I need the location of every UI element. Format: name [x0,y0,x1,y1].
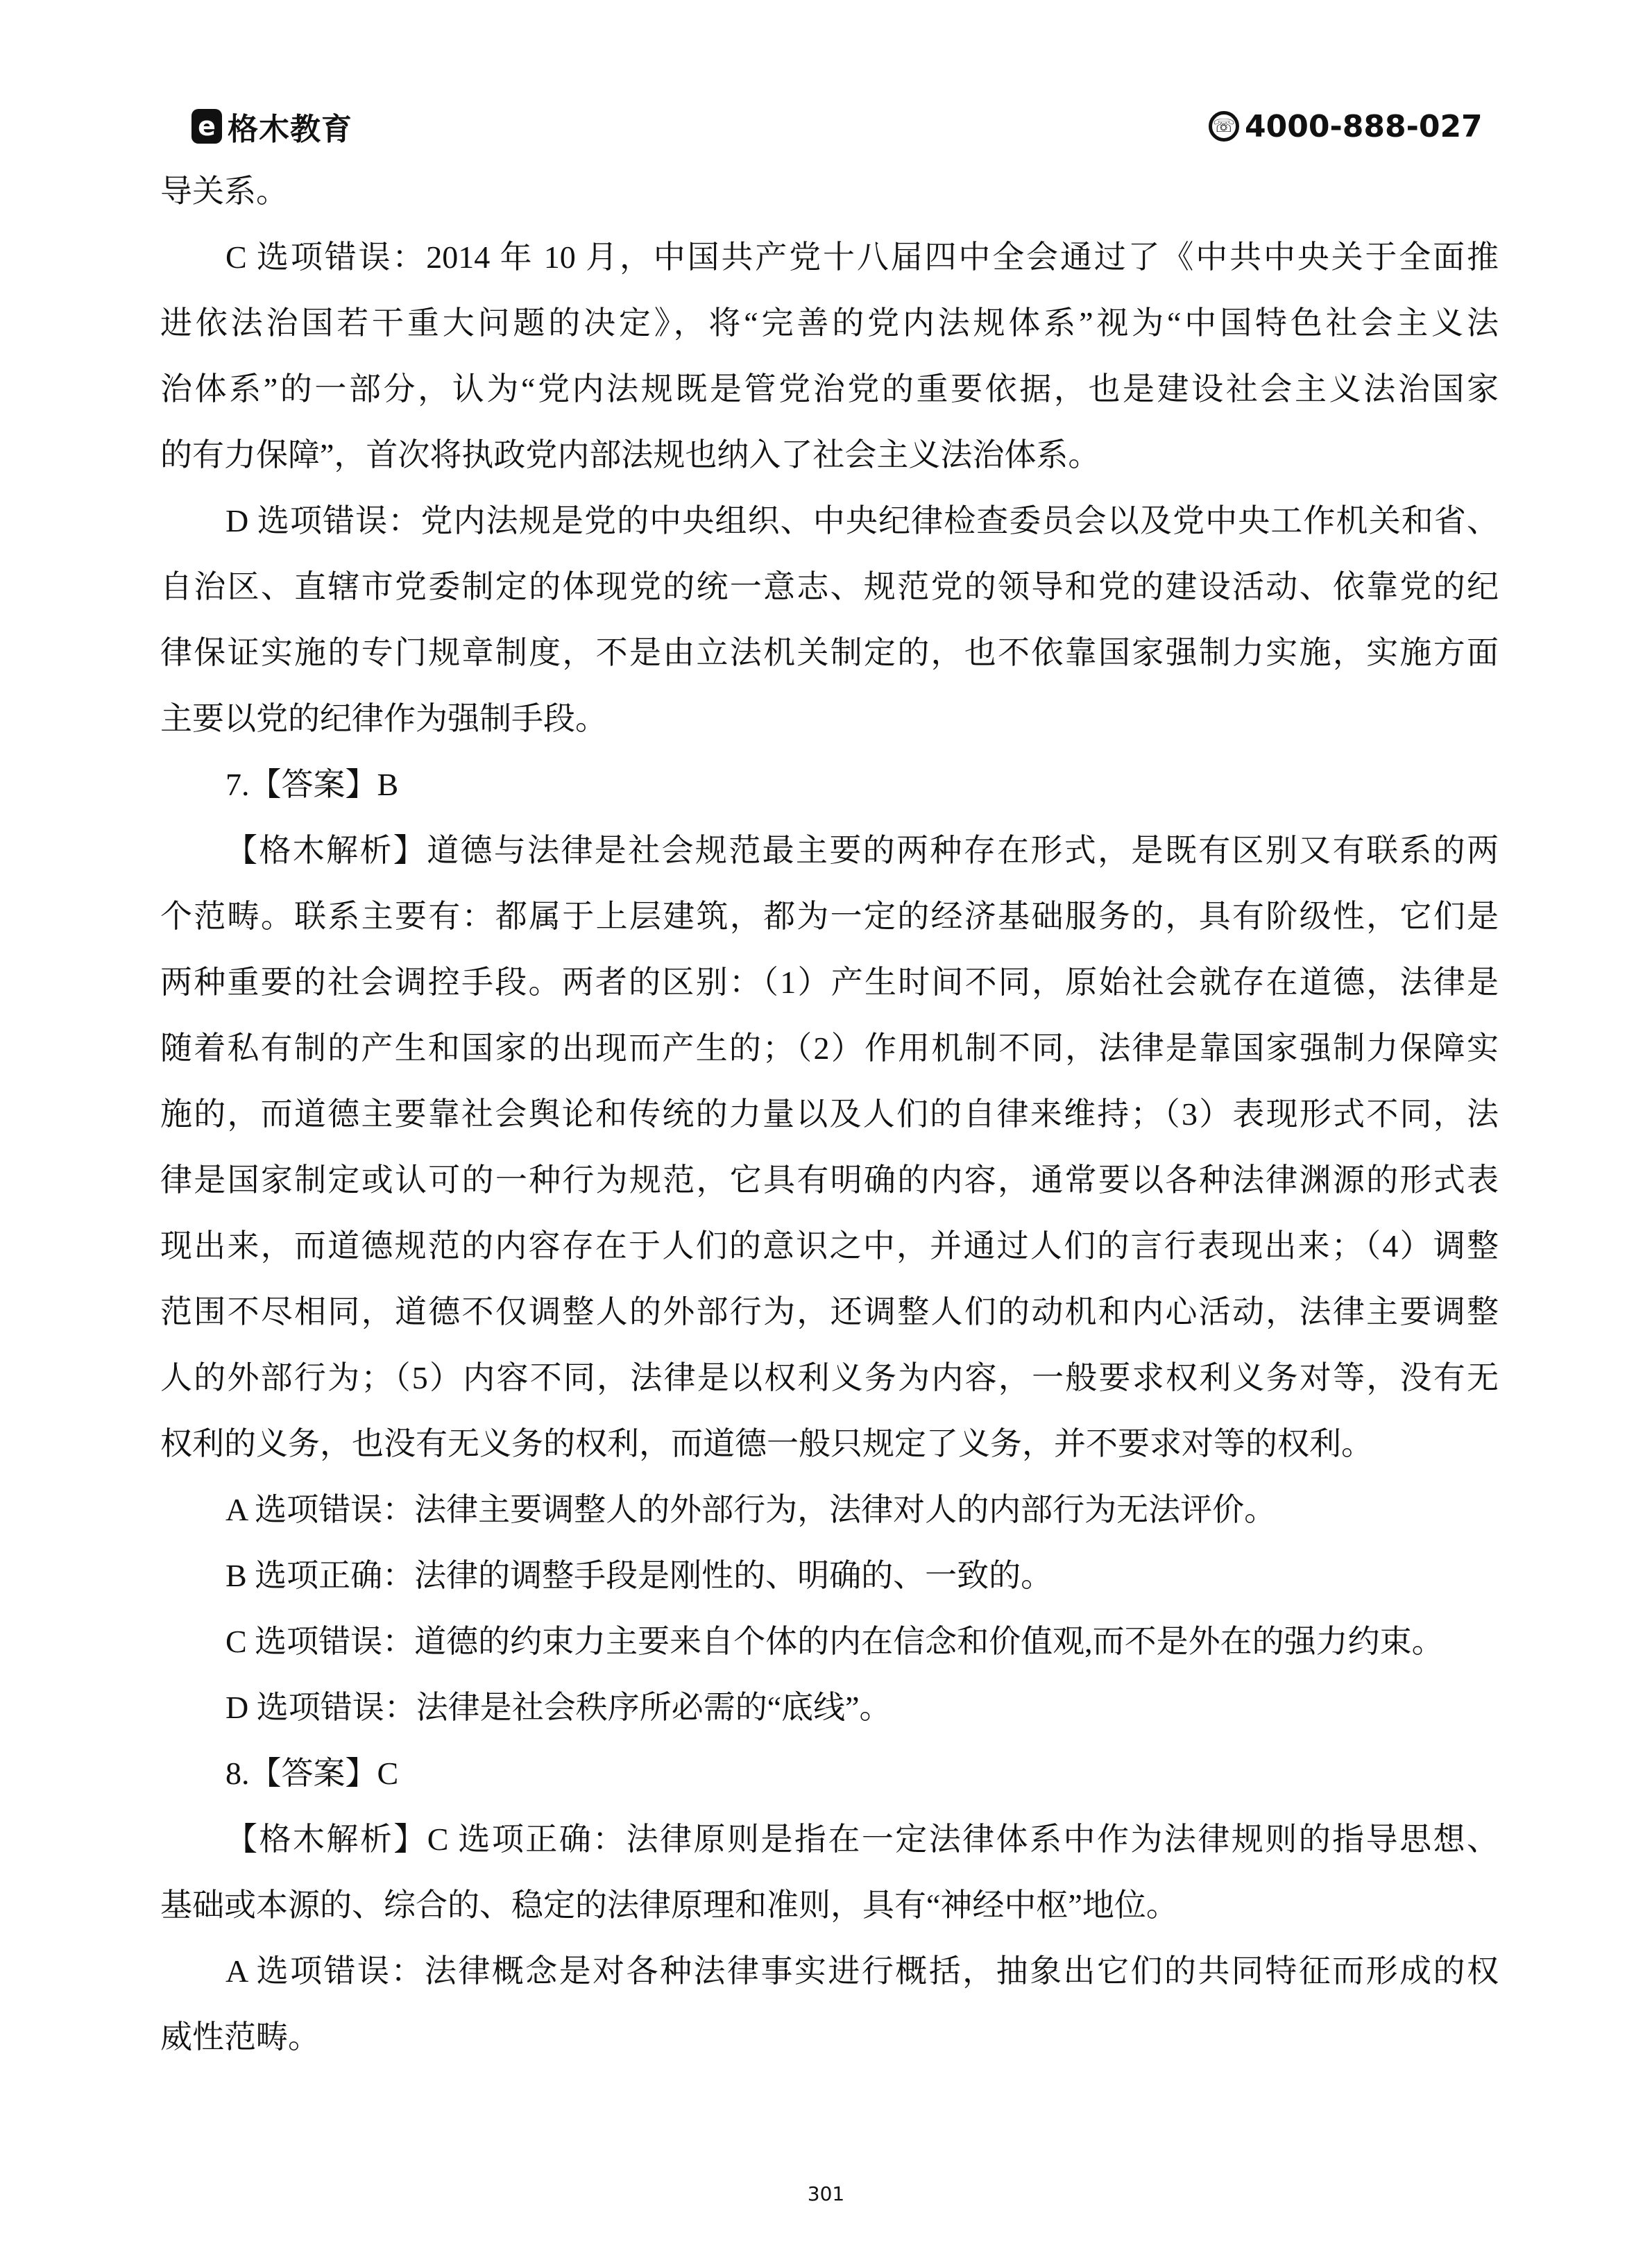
text-line: 【格木解析】道德与法律是社会规范最主要的两种存在形式，是既有区别又有联系的两 [225,833,1499,868]
text-line: 主要以党的纪律作为强制手段。 [160,701,607,736]
text-line: 人的外部行为；（5）内容不同，法律是以权利义务为内容，一般要求权利义务对等，没有无 [160,1360,1499,1395]
text-line: 律保证实施的专门规章制度，不是由立法机关制定的，也不依靠国家强制力实施，实施方面 [160,635,1499,670]
text-line: D 选项错误：法律是社会秩序所必需的“底线”。 [225,1690,892,1725]
text-line: 基础或本源的、综合的、稳定的法律原理和准则，具有“神经中枢”地位。 [160,1887,1178,1923]
text-line: 导关系。 [160,173,288,209]
hotline-number: 4000-888-027 [1245,108,1483,144]
brand-logo [191,105,352,147]
text-line: 施的，而道德主要靠社会舆论和传统的力量以及人们的自律来维持；（3）表现形式不同，法 [160,1096,1499,1132]
logo-e-icon: e [191,109,222,144]
paragraph [160,488,1499,751]
text-line: 两种重要的社会调控手段。两者的区别：（1）产生时间不同，原始社会就存在道德，法律是 [160,965,1499,1000]
text-line: 治体系”的一部分，认为“党内法规既是管党治党的重要依据，也是建设社会主义法治国家 [160,371,1499,407]
text-line: 范围不尽相同，道德不仅调整人的外部行为，还调整人们的动机和内心活动，法律主要调整 [160,1294,1499,1330]
paragraph [160,1477,1499,1543]
paragraph [160,1674,1499,1740]
text-line: B 选项正确：法律的调整手段是刚性的、明确的、一致的。 [225,1558,1053,1593]
text-line: 威性范畴。 [160,2019,320,2055]
paragraph [160,1543,1499,1608]
paragraph [160,158,1499,224]
paragraph [160,817,1499,1477]
hotline [1209,105,1483,147]
paragraph [160,1938,1499,2070]
text-line: C 选项错误：2014 年 10 月，中国共产党十八届四中全会通过了《中共中央关于全面推 [225,239,1499,275]
text-line: 8.【答案】C [225,1756,399,1791]
text-line: 权利的义务，也没有无义务的权利，而道德一般只规定了义务，并不要求对等的权利。 [160,1426,1373,1461]
paragraph [160,751,1499,817]
page-number: 301 [807,2182,845,2205]
brand-name: 格木教育 [228,112,352,147]
text-line: D 选项错误：党内法规是党的中央组织、中央纪律检查委员会以及党中央工作机关和省、 [225,503,1499,538]
text-line: 随着私有制的产生和国家的出现而产生的；（2）作用机制不同，法律是靠国家强制力保障实 [160,1030,1499,1066]
text-line: 律是国家制定或认可的一种行为规范，它具有明确的内容，通常要以各种法律渊源的形式表 [160,1162,1499,1198]
paragraph [160,1608,1499,1674]
document-body [160,158,1499,2070]
paragraph [160,224,1499,488]
text-line: A 选项错误：法律概念是对各种法律事实进行概括，抽象出它们的共同特征而形成的权 [225,1953,1499,1989]
text-line: 【格木解析】C 选项正确：法律原则是指在一定法律体系中作为法律规则的指导思想、 [225,1821,1499,1857]
paragraph [160,1806,1499,1938]
text-line: 现出来，而道德规范的内容存在于人们的意识之中，并通过人们的言行表现出来；（4）调整 [160,1228,1499,1264]
phone-icon: ☏ [1209,111,1239,142]
text-line: 的有力保障”，首次将执政党内部法规也纳入了社会主义法治体系。 [160,437,1100,473]
paragraph [160,1740,1499,1806]
text-line: C 选项错误：道德的约束力主要来自个体的内在信念和价值观,而不是外在的强力约束。 [225,1624,1444,1659]
text-line: 个范畴。联系主要有：都属于上层建筑，都为一定的经济基础服务的，具有阶级性，它们是 [160,899,1499,934]
text-line: 进依法治国若干重大问题的决定》，将“完善的党内法规体系”视为“中国特色社会主义法 [160,305,1499,341]
text-line: 7.【答案】B [225,767,399,802]
text-line: A 选项错误：法律主要调整人的外部行为，法律对人的内部行为无法评价。 [225,1492,1277,1527]
text-line: 自治区、直辖市党委制定的体现党的统一意志、规范党的领导和党的建设活动、依靠党的纪 [160,569,1499,604]
